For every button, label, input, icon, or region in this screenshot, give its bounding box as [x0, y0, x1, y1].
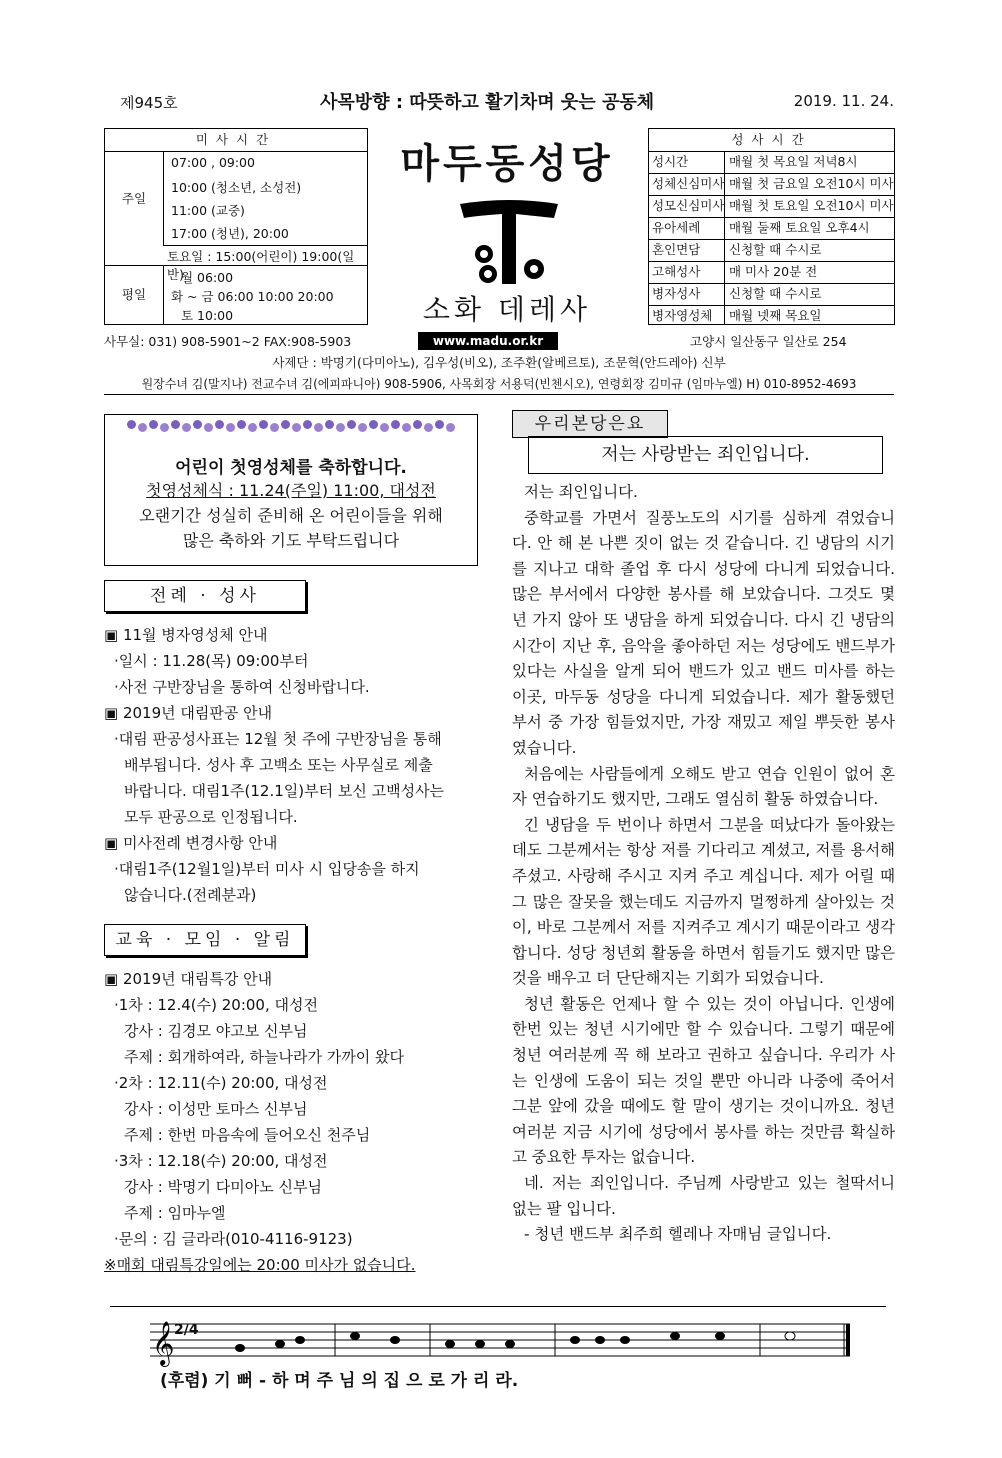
sacrament-times-box	[648, 128, 895, 325]
saturday-time: 토요일 : 15:00(어린이) 19:00(일반)	[167, 249, 355, 282]
parish-name: 마두동성당	[400, 141, 614, 187]
essay-paragraph: 처음에는 사람들에게 오해도 받고 연습 인원이 없어 혼자 연습하기도 했지만, 그래도 열심히 활동 하였습니다.	[512, 764, 895, 809]
sunday-time-1: 07:00 , 09:00	[171, 155, 255, 170]
list-item: ·1차 : 12.4(수) 20:00, 대성전	[114, 996, 318, 1014]
sacrament-time: 신청할 때 수시로	[729, 242, 822, 257]
sacrament-name: 성시간	[652, 154, 689, 169]
announcement-line: 오랜기간 성실히 준비해 온 어린이들을 위해	[139, 506, 443, 525]
essay-paragraph: 저는 죄인입니다.	[524, 483, 638, 501]
sacrament-time: 매월 넷째 목요일	[729, 308, 822, 323]
liturgy-list	[104, 622, 484, 908]
list-item: ▣ 2019년 대림특강 안내	[104, 970, 273, 988]
list-item: 강사 : 박명기 다미아노 신부님	[124, 1178, 323, 1196]
sacrament-name: 고해성사	[652, 264, 701, 279]
list-item: ·대림1주(12월1일)부터 미사 시 입당송을 하지	[114, 860, 420, 878]
office-contact: 사무실: 031) 908-5901~2 FAX:908-5903	[104, 334, 352, 349]
clergy-list: 사제단 : 박명기(다미아노), 김우성(비오), 조주환(알베르토), 조문혁(안드레아) 신부	[272, 355, 726, 370]
essay-paragraph: 긴 냉담을 두 번이나 하면서 그분을 떠났다가 돌아왔는데도 그분께서는 항상 저를 기다리고 계셨고, 저를 용서해 주셨고. 사랑해 주시고 지켜 주고 계십니다. 제가 어릴 때 그 많은 잘못을 했는데도 지금까지 멀쩡하게 살아있는 것이, 바로 그분께서 저를 지켜주고 계시기 때문이라고 생각합니다. 성당 청년회 활동을 하면서 힘들기도 했지만 많은 것을 배우고 더 단단해지는 기회가 되었습니다.	[512, 815, 895, 988]
essay-header: 우리본당은요	[512, 410, 668, 438]
announcement-title: 어린이 첫영성체를 축하합니다.	[175, 458, 407, 478]
weekday-time-3: 토 10:00	[181, 308, 234, 323]
sacrament-name: 성체신심미사	[652, 176, 725, 191]
list-item: ▣ 11월 병자영성체 안내	[104, 626, 268, 644]
divider	[163, 245, 367, 246]
sacrament-row	[649, 305, 894, 327]
treble-clef-icon: 𝄞	[152, 1321, 175, 1365]
list-item: 강사 : 이성만 토마스 신부님	[124, 1100, 308, 1118]
education-list	[104, 966, 484, 1278]
list-item: 바랍니다. 대림1주(12.1일)부터 보신 고백성사는	[124, 782, 445, 800]
time-signature: 2/4	[174, 1322, 199, 1338]
list-item: 주제 : 회개하여라, 하늘나라가 가까이 왔다	[124, 1048, 404, 1066]
sunday-time-3: 11:00 (교중)	[171, 203, 245, 218]
sacrament-name: 병자성사	[652, 286, 701, 301]
flower-border-icon	[105, 415, 477, 449]
sacrament-time: 매월 첫 목요일 저녁8시	[729, 154, 858, 169]
section-header-liturgy: 전례 · 성사	[104, 580, 306, 612]
essay-title: 저는 사랑받는 죄인입니다.	[528, 436, 883, 474]
weekday-time-1: 월 06:00	[181, 270, 234, 285]
essay-paragraph: 청년 활동은 언제나 할 수 있는 것이 아닙니다. 인생에 한번 있는 청년 시기에만 할 수 있습니다. 그렇기 때문에 청년 여러분께 꼭 해 보라고 권하고 싶습니다. 우리가 사는 인생에 도움이 되는 것일 뿐만 아니라 나중에 죽어서 그분 앞에 갔을 때에도 할 말이 생기는 것이니까요. 청년 여러분 지금 시기에 성당에서 봉사를 하는 것만큼 확실하고 중요한 투자는 없습니다.	[512, 994, 895, 1167]
top-line	[104, 88, 894, 114]
list-item: ·문의 : 김 글라라(010-4116-9123)	[114, 1230, 353, 1248]
sacrament-time: 매 미사 20분 전	[729, 264, 818, 279]
hymn-lyrics: (후렴) 기 뻐 - 하 며 주 님 의 집 으 로 가 리 라.	[160, 1371, 519, 1391]
sacrament-time: 매월 첫 금요일 오전10시 미사	[729, 176, 894, 191]
sacrament-time: 매월 첫 토요일 오전10시 미사	[729, 198, 894, 213]
sacrament-row	[649, 195, 894, 218]
sacrament-row	[649, 239, 894, 262]
essay-paragraph: - 청년 밴드부 최주희 헬레나 자매님 글입니다.	[524, 1225, 832, 1244]
weekday-time-2: 화 ~ 금 06:00 10:00 20:00	[171, 289, 334, 304]
divider	[104, 394, 894, 395]
cross-rose-icon	[454, 194, 564, 286]
sunday-time-2: 10:00 (청소년, 소성전)	[171, 180, 302, 195]
sacrament-row	[649, 151, 894, 174]
essay-body	[512, 480, 895, 1248]
list-item: 모두 판공으로 인정됩니다.	[124, 808, 298, 826]
sacrament-time: 매월 둘째 토요일 오후4시	[729, 220, 870, 235]
list-item: ·일시 : 11.28(목) 09:00부터	[114, 652, 309, 670]
essay-paragraph: 네. 저는 죄인입니다. 주님께 사랑받고 있는 철딱서니 없는 팔 입니다.	[512, 1174, 895, 1218]
patron-name: 소화 데레사	[422, 293, 592, 326]
sacrament-name: 유아세례	[652, 220, 701, 235]
list-item: ·사전 구반장님을 통하여 신청바랍니다.	[114, 678, 370, 696]
pastoral-motto: 사목방향 : 따뜻하고 활기차며 웃는 공동체	[320, 92, 655, 113]
list-item: 배부됩니다. 성사 후 고백소 또는 사무실로 제출	[124, 756, 433, 774]
mass-times-title: 미사시간	[105, 129, 367, 152]
sacrament-times-title: 성사시간	[649, 129, 894, 152]
sacrament-name: 성모신심미사	[652, 198, 725, 213]
announcement-box	[104, 414, 478, 566]
sacrament-row	[649, 173, 894, 196]
list-item: 주제 : 한번 마음속에 들어오신 천주님	[124, 1126, 371, 1144]
essay-paragraph: 중학교를 가면서 질풍노도의 시기를 심하게 겪었습니다. 안 해 본 나쁜 짓이 없는 것 같습니다. 긴 냉담의 시기를 지나고 대학 졸업 후 다시 성당에 다니게 되었습니다. 많은 부서에서 다양한 봉사를 해 보았습니다. 그것도 몇 년 가지 않아 또 냉담을 하게 되었습니다. 다시 긴 냉담의 시간이 지난 후, 음악을 좋아하던 저는 성당에도 밴드부가 있다는 사실을 알게 되어 밴드가 있고 밴드 미사를 하는 이곳, 마두동 성당을 다니게 되었습니다. 제가 활동했던 부서 중 가장 힘들었지만, 가장 재밌고 제일 뿌듯한 봉사였습니다.	[512, 508, 895, 757]
staff-list: 원장수녀 김(말지나) 전교수녀 김(에피파니아) 908-5906, 사목회장 서용덕(빈첸시오), 연령회장 김미규 (임마누엘) H) 010-8952-4693	[141, 377, 857, 391]
issue-number: 제945호	[120, 94, 178, 112]
list-item: 강사 : 김경모 야고보 신부님	[124, 1022, 308, 1040]
sacrament-name: 병자영성체	[652, 308, 713, 323]
sacrament-name: 혼인면담	[652, 242, 701, 257]
music-staff	[150, 1318, 850, 1368]
sacrament-row	[649, 261, 894, 284]
list-item: ·2차 : 12.11(수) 20:00, 대성전	[114, 1074, 328, 1092]
issue-date: 2019. 11. 24.	[793, 92, 894, 110]
mass-times-box	[104, 128, 368, 325]
list-item: 않습니다.(전례분과)	[124, 886, 257, 904]
section-header-education: 교육 · 모임 · 알림	[104, 924, 306, 956]
weekday-label: 평일	[105, 266, 164, 324]
list-item: ·3차 : 12.18(수) 20:00, 대성전	[114, 1152, 328, 1170]
list-item: ※매회 대림특강일에는 20:00 미사가 없습니다.	[104, 1256, 416, 1274]
list-item: ▣ 미사전례 변경사항 안내	[104, 834, 278, 852]
list-item: 주제 : 임마누엘	[124, 1204, 226, 1222]
sunday-label: 주일	[105, 152, 164, 246]
website-link[interactable]: www.madu.or.kr	[418, 332, 558, 350]
divider	[110, 1306, 886, 1307]
sacrament-row	[649, 217, 894, 240]
sacrament-time: 신청할 때 수시로	[729, 286, 822, 301]
announcement-line: 첫영성체식 : 11.24(주일) 11:00, 대성전	[146, 481, 436, 500]
sunday-time-4: 17:00 (청년), 20:00	[171, 226, 289, 241]
list-item: ·대림 판공성사표는 12월 첫 주에 구반장님을 통해	[114, 730, 442, 748]
sacrament-row	[649, 283, 894, 306]
announcement-line: 많은 축하와 기도 부탁드립니다	[182, 531, 400, 550]
list-item: ▣ 2019년 대림판공 안내	[104, 704, 273, 722]
parish-address: 고양시 일산동구 일산로 254	[690, 334, 847, 349]
